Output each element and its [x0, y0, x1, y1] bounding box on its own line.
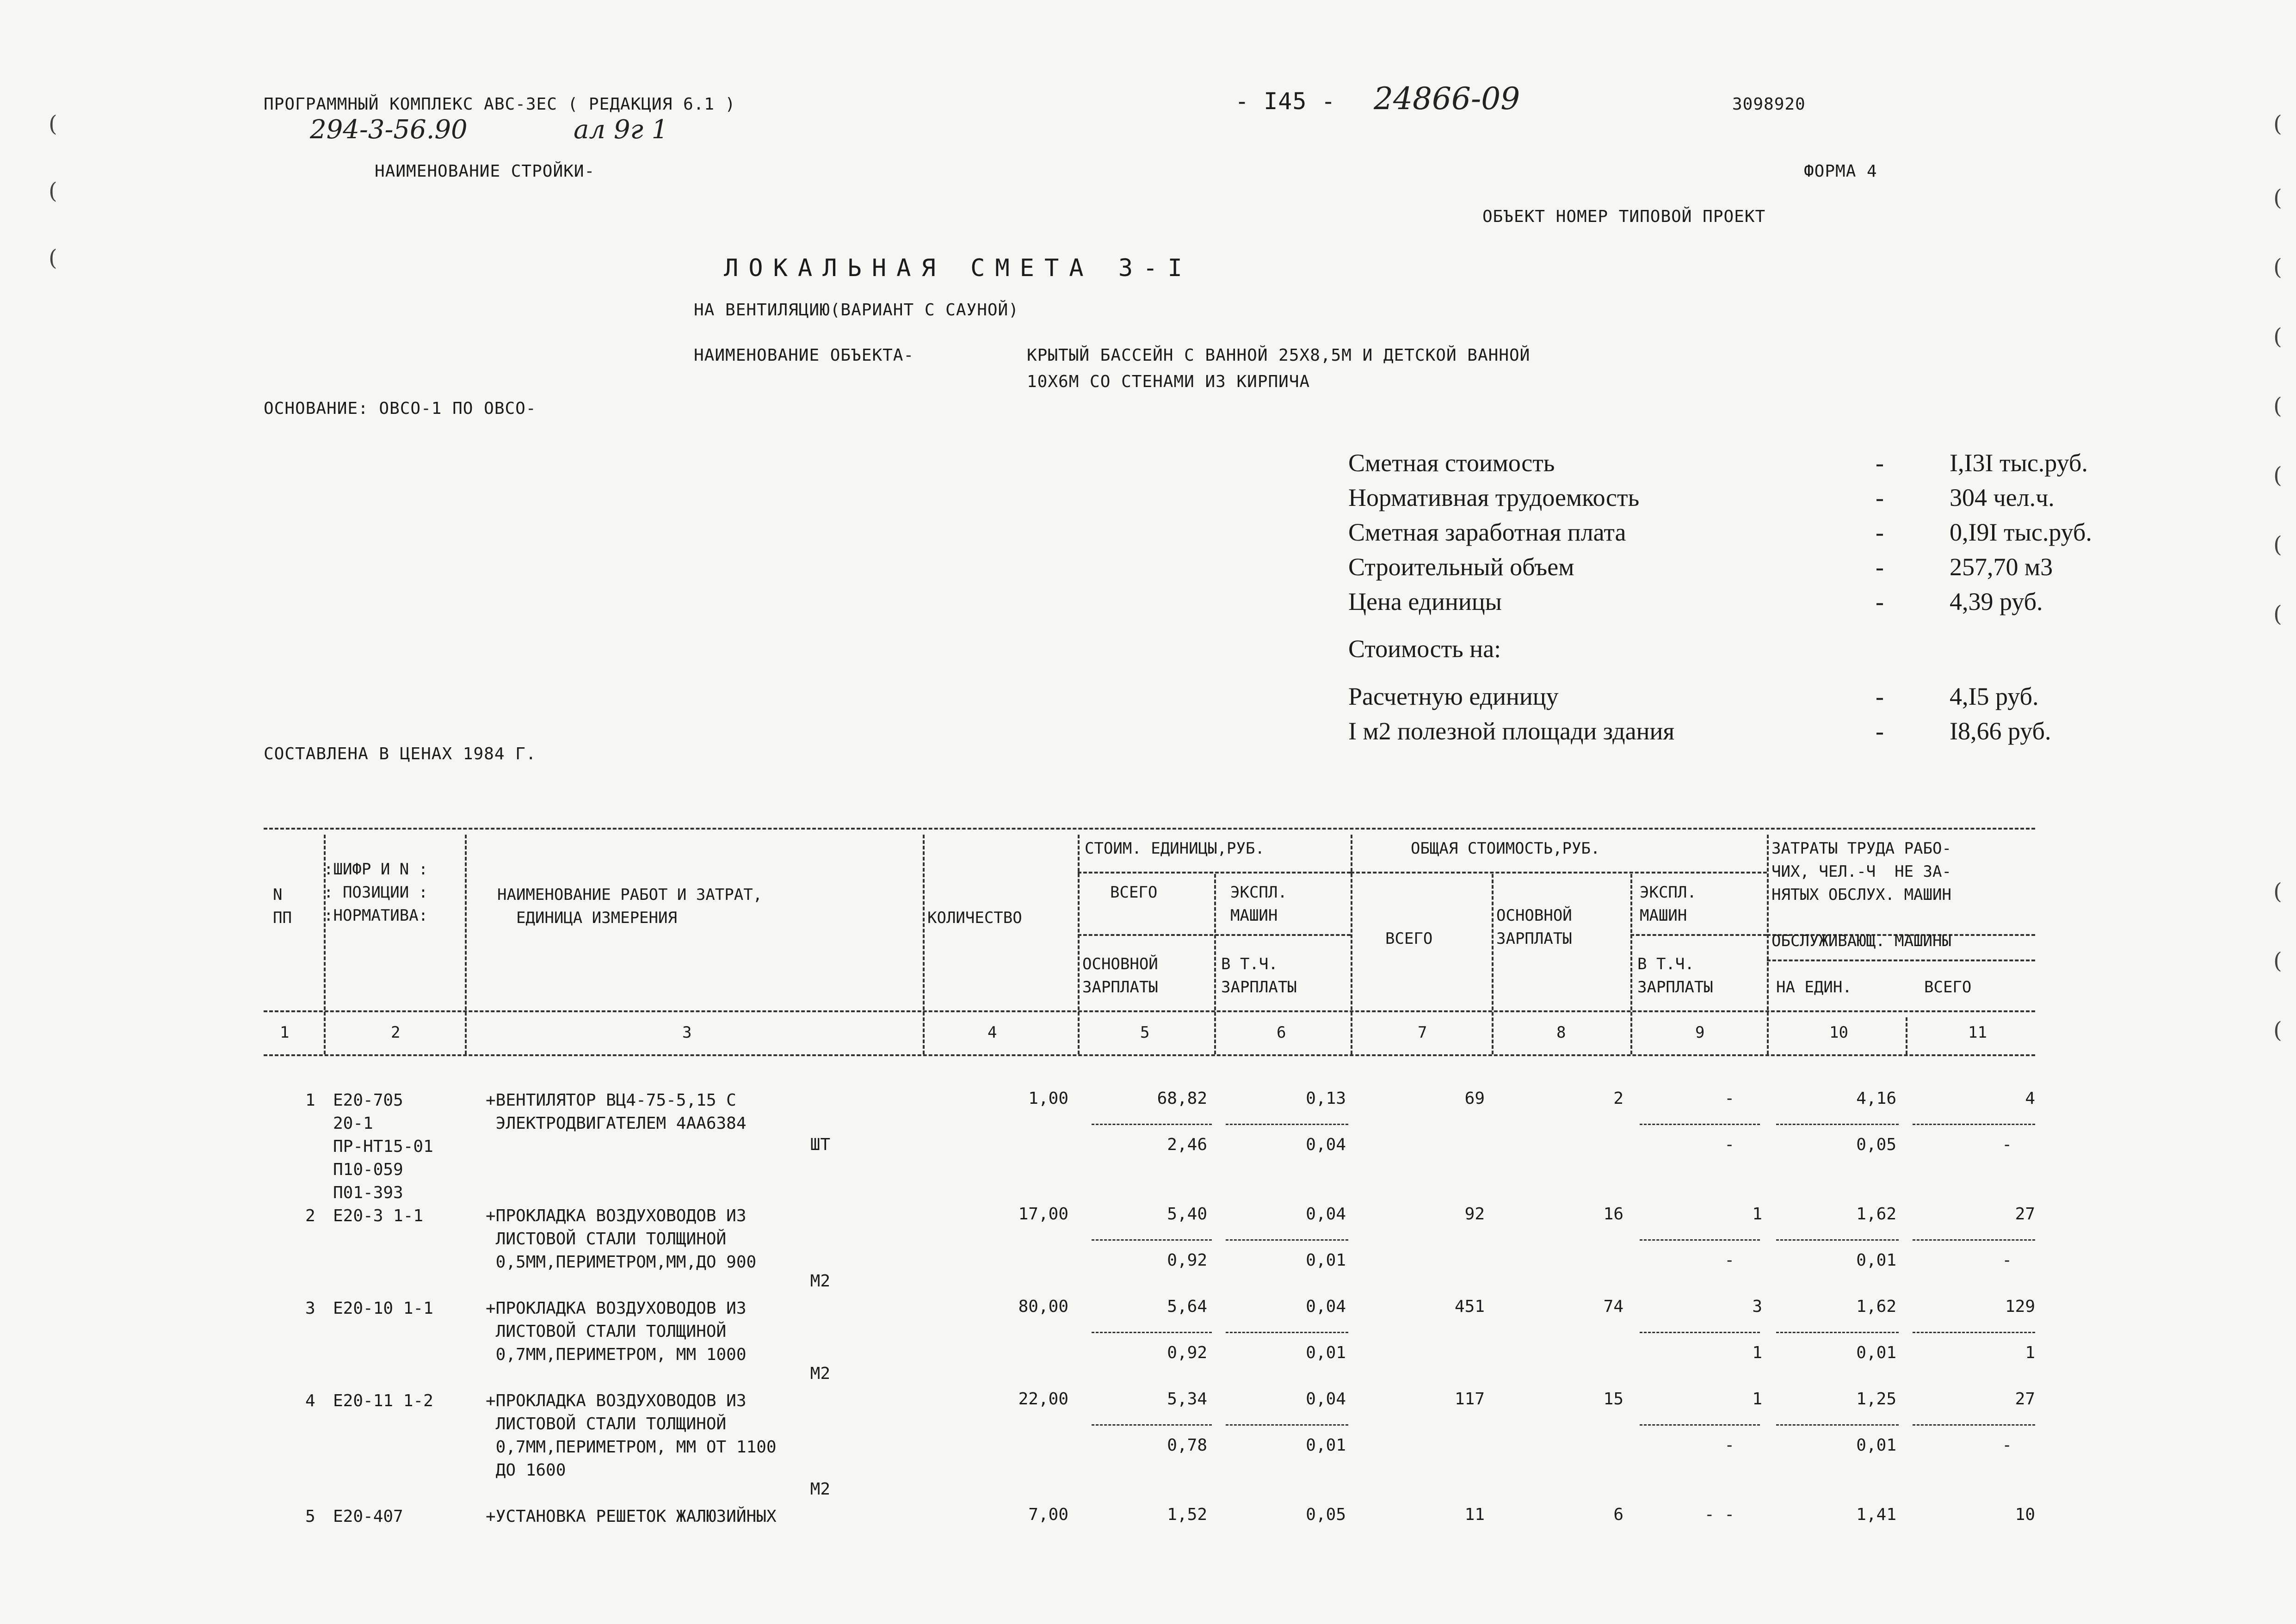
basis-line: ОСНОВАНИЕ: ОВСО-1 ПО ОВСО- [264, 399, 537, 418]
summary-label: I м2 полезной площади здания [1348, 717, 1675, 745]
summary-label: Расчетную единицу [1348, 683, 1559, 710]
scan-mark: ( [2273, 254, 2282, 280]
row-total-machine-wages: - [1724, 1135, 1734, 1154]
row-name: +УСТАНОВКА РЕШЕТОК ЖАЛЮЗИЙНЫХ [486, 1507, 777, 1526]
row-total-wages: 74 [1603, 1297, 1623, 1316]
scan-mark: ( [2273, 185, 2282, 211]
row-unit: М2 [810, 1480, 830, 1499]
summary-label: Нормативная трудоемкость [1348, 484, 1640, 511]
row-code: Е20-3 1-1 [333, 1206, 424, 1225]
object-label: НАИМЕНОВАНИЕ ОБЪЕКТА- [694, 346, 914, 365]
col-header-labour-per-unit: НА ЕДИН. [1776, 978, 1852, 997]
construction-label: НАИМЕНОВАНИЕ СТРОЙКИ- [375, 162, 595, 181]
table-rule-subheader [1351, 872, 1767, 874]
summary-dash: - [1876, 588, 1884, 615]
summary-dash: - [1876, 518, 1884, 546]
summary-value: 4,39 руб. [1950, 588, 2043, 615]
row-unit-machine-wages: 0,01 [1306, 1343, 1346, 1362]
col-number: 6 [1277, 1023, 1286, 1042]
summary-value: 304 чел.ч. [1950, 484, 2055, 511]
summary-label: Стоимость на: [1348, 635, 1501, 663]
scan-mark: ( [2273, 1017, 2282, 1043]
row-subrule [1640, 1239, 1760, 1241]
doc-code: 3098920 [1732, 95, 1806, 114]
row-subrule [1776, 1239, 1899, 1241]
row-total: 69 [1464, 1089, 1485, 1108]
table-rule-top [264, 828, 2035, 830]
table-col-separator [1767, 835, 1769, 1054]
row-number: 1 [305, 1091, 315, 1110]
row-subrule [1640, 1124, 1760, 1125]
handwritten-ref: 294-3-56.90 [310, 115, 468, 145]
row-unit-machine-wages: 0,01 [1306, 1436, 1346, 1455]
row-subrule [1913, 1239, 2035, 1241]
row-labour-unit: 1,62 [1856, 1297, 1896, 1316]
col-header-labour-machines: ОБСЛУЖИВАЮЩ. МАШИНЫ [1771, 932, 1951, 950]
row-unit-machine-wages: 0,01 [1306, 1251, 1346, 1270]
col-header-total-machine-wages: В Т.Ч. ЗАРПЛАТЫ [1637, 955, 1713, 997]
summary-value: I8,66 руб. [1950, 717, 2051, 745]
row-subrule [1640, 1332, 1760, 1333]
row-labour-total: 129 [2005, 1297, 2035, 1316]
scan-mark: ( [2273, 601, 2282, 627]
col-number: 1 [280, 1023, 290, 1042]
row-name: +ПРОКЛАДКА ВОЗДУХОВОДОВ ИЗ ЛИСТОВОЙ СТАЛИ ТОЛЩИНОЙ 0,7ММ,ПЕРИМЕТРОМ, ММ 1000 [486, 1299, 747, 1364]
row-qty: 7,00 [1028, 1505, 1068, 1524]
col-header-total-cost: ОБЩАЯ СТОИМОСТЬ,РУБ. [1411, 839, 1600, 858]
row-total: 92 [1464, 1205, 1485, 1224]
col-number: 8 [1556, 1023, 1566, 1042]
scan-mark: ( [49, 245, 57, 271]
col-header-labour-total: ВСЕГО [1924, 978, 1972, 997]
row-labour-unit: 1,41 [1856, 1505, 1896, 1524]
col-header-n: N ПП [273, 886, 292, 927]
row-unit-total: 1,52 [1167, 1505, 1207, 1524]
row-unit-total: 5,40 [1167, 1205, 1207, 1224]
row-labour-total: 27 [2015, 1390, 2035, 1409]
row-unit: М2 [810, 1364, 830, 1383]
row-name: +ПРОКЛАДКА ВОЗДУХОВОДОВ ИЗ ЛИСТОВОЙ СТАЛИ ТОЛЩИНОЙ 0,7ММ,ПЕРИМЕТРОМ, ММ ОТ 1100 ДО 1600 [486, 1391, 777, 1480]
col-number: 7 [1418, 1023, 1427, 1042]
row-unit-machines: 0,04 [1306, 1205, 1346, 1224]
summary-label: Цена единицы [1348, 588, 1502, 615]
row-subrule [1092, 1332, 1212, 1333]
row-unit-total: 68,82 [1157, 1089, 1207, 1108]
row-labour-machine-total: 1 [2025, 1343, 2035, 1362]
table-col-separator [1630, 874, 1632, 1054]
col-number: 5 [1140, 1023, 1150, 1042]
row-labour-total: 4 [2025, 1089, 2035, 1108]
row-unit-machine-wages: 0,04 [1306, 1135, 1346, 1154]
row-number: 2 [305, 1206, 315, 1225]
row-labour-machine-unit: 0,01 [1856, 1436, 1896, 1455]
row-labour-unit: 4,16 [1856, 1089, 1896, 1108]
row-subrule [1226, 1124, 1348, 1125]
summary-dash: - [1876, 717, 1884, 745]
row-subrule [1913, 1332, 2035, 1333]
col-number: 9 [1695, 1023, 1705, 1042]
row-subrule [1092, 1239, 1212, 1241]
row-total-machine-wages: - [1724, 1436, 1734, 1455]
col-header-unit-cost: СТОИМ. ЕДИНИЦЫ,РУБ. [1085, 839, 1265, 858]
col-header-unit-machines: ЭКСПЛ. МАШИН [1230, 883, 1287, 925]
row-labour-machine-total: - [2002, 1251, 2012, 1270]
page-number: - I45 - [1235, 88, 1336, 115]
table-col-separator [1351, 835, 1352, 1054]
col-number: 2 [391, 1023, 401, 1042]
row-total-machines: - - [1704, 1505, 1734, 1524]
row-labour-unit: 1,25 [1856, 1390, 1896, 1409]
row-subrule [1226, 1424, 1348, 1426]
scan-mark: ( [49, 111, 57, 137]
scan-mark: ( [2273, 111, 2282, 137]
summary-dash: - [1876, 449, 1884, 477]
row-total: 451 [1454, 1297, 1485, 1316]
row-total: 117 [1454, 1390, 1485, 1409]
table-rule-subheader [1078, 872, 1351, 874]
row-unit-machines: 0,05 [1306, 1505, 1346, 1524]
summary-label: Строительный объем [1348, 553, 1574, 581]
row-labour-total: 27 [2015, 1205, 2035, 1224]
row-unit-wages: 0,92 [1167, 1251, 1207, 1270]
row-subrule [1776, 1424, 1899, 1426]
summary-dash: - [1876, 553, 1884, 581]
program-name: ПРОГРАММНЫЙ КОМПЛЕКС АВС-3ЕС ( РЕДАКЦИЯ 6.1 ) [264, 95, 736, 114]
row-labour-machine-unit: 0,01 [1856, 1251, 1896, 1270]
scan-mark: ( [2273, 948, 2282, 974]
table-col-separator [1492, 874, 1494, 1054]
row-number: 4 [305, 1391, 315, 1410]
row-subrule [1092, 1424, 1212, 1426]
row-total-wages: 2 [1613, 1089, 1623, 1108]
row-labour-machine-total: - [2002, 1436, 2012, 1455]
row-unit-machines: 0,04 [1306, 1297, 1346, 1316]
row-qty: 80,00 [1018, 1297, 1068, 1316]
row-unit-wages: 0,78 [1167, 1436, 1207, 1455]
col-number: 3 [682, 1023, 692, 1042]
form-number: ФОРМА 4 [1804, 162, 1877, 181]
row-unit-wages: 2,46 [1167, 1135, 1207, 1154]
table-col-separator [1078, 835, 1080, 1054]
row-unit-machines: 0,13 [1306, 1089, 1346, 1108]
row-total-machines: 3 [1752, 1297, 1762, 1316]
row-total-wages: 16 [1603, 1205, 1623, 1224]
row-code: Е20-705 20-1 ПР-НТ15-01 П10-059 П01-393 [333, 1091, 433, 1202]
row-total-machine-wages: 1 [1752, 1343, 1762, 1362]
scan-mark: ( [2273, 462, 2282, 488]
row-subrule [1226, 1239, 1348, 1241]
row-name: +ПРОКЛАДКА ВОЗДУХОВОДОВ ИЗ ЛИСТОВОЙ СТАЛИ ТОЛЩИНОЙ 0,5ММ,ПЕРИМЕТРОМ,ММ,ДО 900 [486, 1206, 757, 1272]
row-labour-machine-unit: 0,05 [1856, 1135, 1896, 1154]
row-subrule [1776, 1332, 1899, 1333]
row-unit: М2 [810, 1272, 830, 1291]
summary-value: I,I3I тыс.руб. [1950, 449, 2088, 477]
estimate-subject: НА ВЕНТИЛЯЦИЮ(ВАРИАНТ С САУНОЙ) [694, 301, 1019, 320]
col-header-unit-total: ВСЕГО [1110, 883, 1158, 902]
row-total-machines: 1 [1752, 1390, 1762, 1409]
row-name: +ВЕНТИЛЯТОР ВЦ4-75-5,15 С ЭЛЕКТРОДВИГАТЕЛЕМ 4АА6384 [486, 1091, 747, 1133]
object-name-line-2: 10Х6М СО СТЕНАМИ ИЗ КИРПИЧА [1027, 372, 1310, 391]
row-labour-machine-unit: 0,01 [1856, 1343, 1896, 1362]
table-col-separator [465, 835, 467, 1054]
table-rule-subheader [1767, 960, 2035, 961]
handwritten-doc-number: 24866-09 [1374, 81, 1520, 117]
row-code: Е20-407 [333, 1507, 403, 1526]
col-number: 4 [988, 1023, 997, 1042]
col-header-qty: КОЛИЧЕСТВО [927, 909, 1022, 927]
row-total-wages: 6 [1613, 1505, 1623, 1524]
row-subrule [1640, 1424, 1760, 1426]
summary-label: Сметная заработная плата [1348, 518, 1626, 546]
col-number: 11 [1968, 1023, 1987, 1042]
row-total-wages: 15 [1603, 1390, 1623, 1409]
summary-dash: - [1876, 484, 1884, 511]
scan-mark: ( [2273, 324, 2282, 350]
prices-year: СОСТАВЛЕНА В ЦЕНАХ 1984 Г. [264, 744, 537, 763]
row-code: Е20-11 1-2 [333, 1391, 433, 1410]
scan-mark: ( [2273, 532, 2282, 558]
row-total-machine-wages: - [1724, 1251, 1734, 1270]
row-subrule [1776, 1124, 1899, 1125]
row-code: Е20-10 1-1 [333, 1299, 433, 1318]
table-col-separator [1906, 1017, 1907, 1054]
col-header-total-machines: ЭКСПЛ. МАШИН [1640, 883, 1697, 925]
row-subrule [1092, 1124, 1212, 1125]
handwritten-ref-2: ал 9г 1 [574, 115, 668, 145]
col-header-name: НАИМЕНОВАНИЕ РАБОТ И ЗАТРАТ, ЕДИНИЦА ИЗМЕРЕНИЯ [497, 886, 763, 927]
row-unit: ШТ [810, 1135, 830, 1154]
summary-label: Сметная стоимость [1348, 449, 1555, 477]
row-unit-total: 5,64 [1167, 1297, 1207, 1316]
summary-value: 4,I5 руб. [1950, 683, 2039, 710]
summary-value: 0,I9I тыс.руб. [1950, 518, 2092, 546]
row-qty: 17,00 [1018, 1205, 1068, 1224]
row-labour-machine-total: - [2002, 1135, 2012, 1154]
object-name-line-1: КРЫТЫЙ БАССЕЙН С ВАННОЙ 25Х8,5М И ДЕТСКОЙ ВАННОЙ [1027, 346, 1531, 365]
row-number: 5 [305, 1507, 315, 1526]
scan-mark: ( [2273, 393, 2282, 419]
scan-mark: ( [2273, 879, 2282, 904]
col-header-total-wages: ОСНОВНОЙ ЗАРПЛАТЫ [1496, 906, 1572, 948]
row-qty: 1,00 [1028, 1089, 1068, 1108]
col-header-labour: ЗАТРАТЫ ТРУДА РАБО- ЧИХ, ЧЕЛ.-Ч НЕ ЗА- НЯТЫХ ОБСЛУХ. МАШИН [1771, 839, 1951, 904]
col-header-unit-machine-wages: В Т.Ч. ЗАРПЛАТЫ [1221, 955, 1297, 997]
table-col-separator [923, 835, 925, 1054]
row-subrule [1913, 1424, 2035, 1426]
summary-value: 257,70 м3 [1950, 553, 2053, 581]
col-header-code: :ШИФР И N : : ПОЗИЦИИ : :НОРМАТИВА: [324, 860, 428, 925]
row-total-machines: 1 [1752, 1205, 1762, 1224]
row-number: 3 [305, 1299, 315, 1318]
col-header-unit-wages: ОСНОВНОЙ ЗАРПЛАТЫ [1082, 955, 1158, 997]
row-labour-unit: 1,62 [1856, 1205, 1896, 1224]
scan-mark: ( [49, 178, 57, 204]
col-number: 10 [1829, 1023, 1848, 1042]
summary-dash: - [1876, 683, 1884, 710]
table-rule-subheader [1630, 934, 1767, 936]
col-header-total-all: ВСЕГО [1385, 929, 1433, 948]
row-unit-wages: 0,92 [1167, 1343, 1207, 1362]
row-subrule [1226, 1332, 1348, 1333]
table-col-separator [1214, 874, 1216, 1054]
estimate-title: ЛОКАЛЬНАЯ СМЕТА 3-I [724, 254, 1192, 282]
row-unit-total: 5,34 [1167, 1390, 1207, 1409]
table-rule-numbers [264, 1054, 2035, 1056]
row-qty: 22,00 [1018, 1390, 1068, 1409]
row-labour-total: 10 [2015, 1505, 2035, 1524]
row-unit-machines: 0,04 [1306, 1390, 1346, 1409]
object-line: ОБЪЕКТ НОМЕР ТИПОВОЙ ПРОЕКТ [1482, 207, 1766, 226]
table-rule-header-bottom [264, 1010, 2035, 1012]
row-subrule [1913, 1124, 2035, 1125]
row-total-machines: - [1724, 1089, 1734, 1108]
row-total: 11 [1464, 1505, 1485, 1524]
